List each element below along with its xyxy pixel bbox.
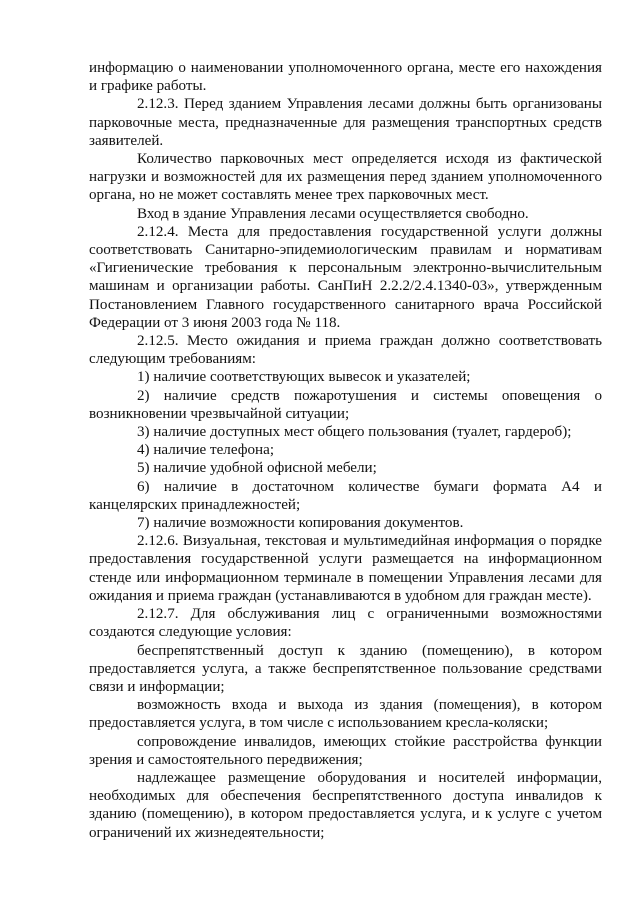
- document-page: [89, 59, 602, 842]
- paragraph-2-12-3: 2.12.3. Перед зданием Управления лесами должны быть организованы парковочные места, предназначенные для размещения транспортных средств заявителей.: [89, 96, 602, 149]
- list-item-3: 3) наличие доступных мест общего пользования (туалет, гардероб);: [137, 424, 572, 441]
- list-item-6: 6) наличие в достаточном количестве бумаги формата А4 и канцелярских принадлежностей;: [89, 478, 602, 513]
- paragraph-2-12-7: 2.12.7. Для обслуживания лиц с ограниченными возможностями создаются следующие условия:: [89, 606, 602, 641]
- paragraph-parking-count: Количество парковочных мест определяется исходя из фактической нагрузки и возможностей для их размещения перед зданием уполномоченного органа, но не может составлять менее трех парковочных мест.: [89, 151, 602, 204]
- list-item-1: 1) наличие соответствующих вывесок и указателей;: [137, 369, 471, 386]
- paragraph-entrance: Вход в здание Управления лесами осуществляется свободно.: [137, 205, 529, 222]
- list-item-4: 4) наличие телефона;: [137, 442, 275, 459]
- paragraph-2-12-6: 2.12.6. Визуальная, текстовая и мультимедийная информация о порядке предоставления государственной услуги размещается на информационном стенде или информационном терминале в помещении Управления лесами для ожидания и приема граждан (устанавливаются в удобном для граждан месте).: [89, 533, 602, 604]
- condition-escort: сопровождение инвалидов, имеющих стойкие расстройства функции зрения и самостоятельного передвижения;: [89, 733, 602, 768]
- list-item-5: 5) наличие удобной офисной мебели;: [137, 460, 377, 477]
- condition-access: беспрепятственный доступ к зданию (помещению), в котором предоставляется услуга, а также беспрепятственное пользование средствами связи и информации;: [89, 642, 602, 695]
- condition-entry-exit: возможность входа и выхода из здания (помещения), в котором предоставляется услуга, в том числе с использованием кресла-коляски;: [89, 697, 602, 732]
- paragraph-continuation: информацию о наименовании уполномоченного органа, месте его нахождения и графике работы.: [89, 60, 602, 95]
- paragraph-2-12-4: 2.12.4. Места для предоставления государственной услуги должны соответствовать Санитарно-эпидемиологическим правилам и нормативам «Гигиенические требования к персональным электронно-вычислительным машинам и организации работы. СанПиН 2.2.2/2.4.1340-03», утвержденным Постановлением Главного государственного санитарного врача Российской Федерации от 3 июня 2003 года № 118.: [89, 223, 602, 331]
- list-item-7: 7) наличие возможности копирования документов.: [137, 515, 464, 532]
- condition-equipment: надлежащее размещение оборудования и носителей информации, необходимых для обеспечения беспрепятственного доступа инвалидов к зданию (помещению), в котором предоставляется услуга, и к услуге с учетом ограничений их жизнедеятельности;: [89, 769, 602, 841]
- paragraph-2-12-5: 2.12.5. Место ожидания и приема граждан должно соответствовать следующим требованиям:: [89, 333, 602, 368]
- list-item-2: 2) наличие средств пожаротушения и системы оповещения о возникновении чрезвычайной ситуации;: [89, 387, 602, 422]
